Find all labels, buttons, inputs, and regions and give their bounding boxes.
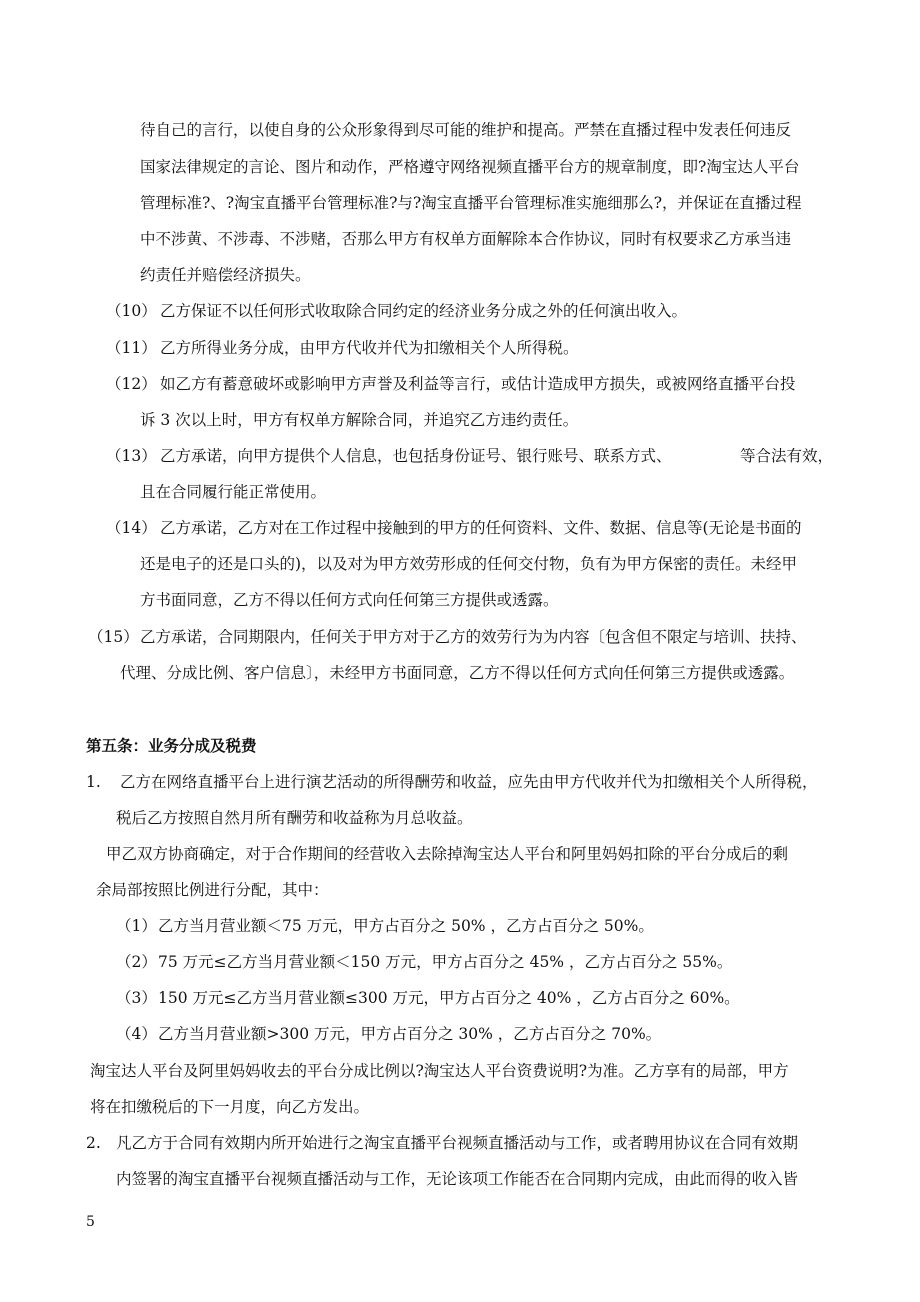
item-line: 乙方承诺，乙方对在工作过程中接触到的甲方的任何资料、文件、数据、信息等(无论是书面的 bbox=[160, 519, 802, 537]
paragraph-line: 淘宝达人平台及阿里妈妈收去的平台分成比例以?淘宝达人平台资费说明?为准。乙方享有的局部，甲方 bbox=[90, 1062, 789, 1080]
paragraph-line: 待自己的言行，以使自身的公众形象得到尽可能的维护和提高。严禁在直播过程中发表任何违反 bbox=[140, 121, 792, 139]
paragraph-line: 凡乙方于合同有效期内所开始进行之淘宝直播平台视频直播活动与工作，或者聘用协议在合同有效期 bbox=[116, 1134, 799, 1152]
item-line: 方书面同意，乙方不得以任何方式向任何第三方提供或透露。 bbox=[140, 591, 559, 609]
paragraph-line: 余局部按照比例进行分配，其中： bbox=[96, 881, 329, 899]
page-number: 5 bbox=[86, 1214, 95, 1230]
tier-text: 75 万元≤乙方当月营业额＜150 万元，甲方占百分之 45% ，乙方占百分之 55%。 bbox=[158, 953, 733, 971]
paragraph-line: 将在扣缴税后的下一月度，向乙方发出。 bbox=[90, 1098, 370, 1116]
tier-number: （4） bbox=[116, 1025, 157, 1043]
item-line: 乙方承诺，合同期限内，任何关于甲方对于乙方的效劳行为为内容〔包含但不限定与培训、扶持、 bbox=[140, 628, 807, 646]
paragraph-number: 1. bbox=[86, 773, 101, 791]
paragraph-line: 乙方在网络直播平台上进行演艺活动的所得酬劳和收益，应先由甲方代收并代为扣缴相关个人所得税， bbox=[120, 773, 818, 791]
tier-number: （1） bbox=[116, 917, 157, 935]
tier-text: 乙方当月营业额＜75 万元，甲方占百分之 50% ，乙方占百分之 50%。 bbox=[158, 917, 654, 935]
paragraph-line: 税后乙方按照自然月所有酬劳和收益称为月总收益。 bbox=[116, 809, 473, 827]
tier-number: （2） bbox=[116, 953, 157, 971]
item-number: （12） bbox=[106, 375, 157, 393]
item-line: 还是电子的还是口头的)，以及对为甲方效劳形成的任何交付物，负有为甲方保密的责任。未经甲 bbox=[140, 555, 798, 573]
item-line: 乙方所得业务分成，由甲方代收并代为扣缴相关个人所得税。 bbox=[160, 339, 579, 357]
section-heading: 第五条：业务分成及税费 bbox=[86, 736, 257, 755]
paragraph-line: 管理标准?、?淘宝直播平台管理标准?与?淘宝直播平台管理标准实施细那么?，并保证在直播过程 bbox=[140, 194, 802, 212]
paragraph-number: 2. bbox=[86, 1134, 101, 1152]
item-line: 代理、分成比例、客户信息〕，未经甲方书面同意，乙方不得以任何方式向任何第三方提供或透露。 bbox=[120, 664, 795, 682]
tier-text: 乙方当月营业额>300 万元，甲方占百分之 30% ，乙方占百分之 70%。 bbox=[158, 1025, 662, 1043]
item-number: （13） bbox=[106, 447, 157, 465]
item-line: 乙方承诺，向甲方提供个人信息，也包括身份证号、银行账号、联系方式、 bbox=[160, 447, 672, 465]
item-number: （11） bbox=[106, 339, 157, 357]
item-number: （15） bbox=[88, 628, 139, 646]
item-line: 且在合同履行能正常使用。 bbox=[140, 483, 327, 501]
item-line: 乙方保证不以任何形式收取除合同约定的经济业务分成之外的任何演出收入。 bbox=[160, 302, 688, 320]
item-line: 如乙方有蓄意破坏或影响甲方声誉及利益等言行，或估计造成甲方损失，或被网络直播平台投 bbox=[160, 375, 796, 393]
paragraph-line: 中不涉黄、不涉毒、不涉赌，否那么甲方有权单方面解除本合作协议，同时有权要求乙方承当违 bbox=[140, 230, 792, 248]
item-number: （10） bbox=[106, 302, 157, 320]
tier-text: 150 万元≤乙方当月营业额≤300 万元，甲方占百分之 40% ，乙方占百分之 60%。 bbox=[158, 989, 740, 1007]
paragraph-line: 国家法律规定的言论、图片和动作，严格遵守网络视频直播平台方的规章制度，即?淘宝达人平台 bbox=[140, 158, 800, 176]
item-line: 诉 3 次以上时，甲方有权单方解除合同，并追究乙方违约责任。 bbox=[140, 411, 579, 429]
paragraph-line: 甲乙双方协商确定，对于合作期间的经营收入去除掉淘宝达人平台和阿里妈妈扣除的平台分成后的剩 bbox=[106, 845, 789, 863]
item-number: （14） bbox=[106, 519, 157, 537]
tier-number: （3） bbox=[116, 989, 157, 1007]
item-line: 等合法有效， bbox=[740, 447, 834, 465]
paragraph-line: 约责任并赔偿经济损失。 bbox=[140, 266, 311, 284]
paragraph-line: 内签署的淘宝直播平台视频直播活动与工作，无论该项工作能否在合同期内完成，由此而得的收入皆 bbox=[116, 1170, 799, 1188]
